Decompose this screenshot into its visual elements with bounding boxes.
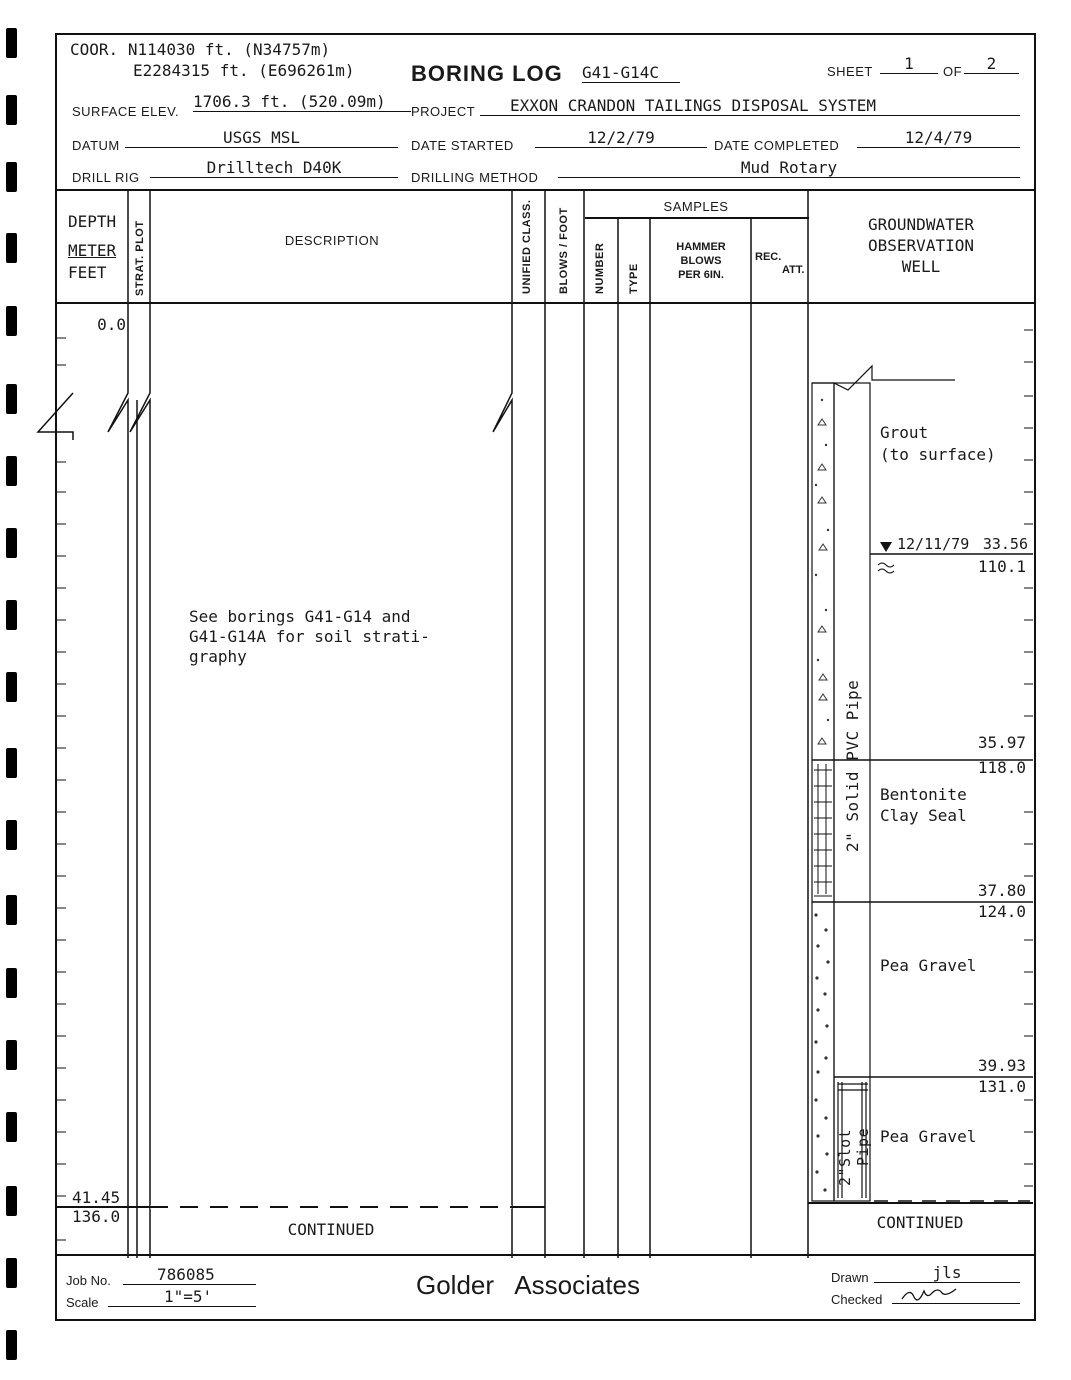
hammer-blows-header: HAMMER BLOWS PER 6IN. xyxy=(676,241,726,281)
solid-pvc-pipe-label: 2" Solid PVC Pipe xyxy=(843,679,862,852)
water-meter: 33.56 xyxy=(982,535,1028,553)
water-level-icon xyxy=(880,542,892,552)
rec-header: REC. xyxy=(755,251,782,263)
project-name: EXXON CRANDON TAILINGS DISPOSAL SYSTEM xyxy=(480,96,1020,116)
top-depth: 0.0 xyxy=(97,315,126,334)
drilling-method: Mud Rotary xyxy=(558,158,1020,178)
signature-icon xyxy=(900,1287,960,1303)
description-header: DESCRIPTION xyxy=(284,233,380,248)
checked-signature xyxy=(892,1287,1020,1304)
form-title: BORING LOG xyxy=(411,61,563,86)
drawn-label: Drawn xyxy=(831,1270,869,1285)
type-header: TYPE xyxy=(628,263,640,294)
bottom-feet: 136.0 xyxy=(72,1207,121,1226)
bentonite-label: Bentonite Clay Seal xyxy=(880,785,967,825)
att-header: ATT. xyxy=(782,264,805,276)
meter-header: METER xyxy=(68,241,117,260)
gravel1-top-feet: 124.0 xyxy=(977,902,1026,921)
datum: USGS MSL xyxy=(125,128,398,148)
boring-id: G41-G14C xyxy=(582,63,680,83)
drawn-by: jls xyxy=(874,1263,1020,1283)
sheet-label: SHEET xyxy=(827,64,873,79)
bottom-meter: 41.45 xyxy=(72,1188,121,1207)
gravel2-top-feet: 131.0 xyxy=(977,1077,1026,1096)
samples-header: SAMPLES xyxy=(663,199,729,214)
date-completed: 12/4/79 xyxy=(857,128,1020,148)
coor-line-1: COOR. N114030 ft. (N34757m) xyxy=(70,40,331,59)
bentonite-top-feet: 118.0 xyxy=(977,758,1026,777)
coor-east: E2284315 ft. (E696261m) xyxy=(133,61,355,80)
date-started: 12/2/79 xyxy=(535,128,707,148)
gravel1-top-meter: 37.80 xyxy=(977,881,1026,900)
grout-pattern xyxy=(818,419,827,744)
continued-right: CONTINUED xyxy=(876,1213,964,1232)
drilling-method-label: DRILLING METHOD xyxy=(411,170,539,185)
gravel-pattern xyxy=(814,399,829,1192)
scale-label: Scale xyxy=(66,1295,99,1310)
grout-label: Grout (to surface) xyxy=(880,423,996,464)
pea-gravel-label-1: Pea Gravel xyxy=(880,956,977,975)
feet-header: FEET xyxy=(68,263,107,282)
date-started-label: DATE STARTED xyxy=(411,138,514,153)
well-header: GROUNDWATER OBSERVATION WELL xyxy=(868,215,974,276)
bentonite-top-meter: 35.97 xyxy=(977,733,1026,752)
water-date: 12/11/79 xyxy=(897,535,970,553)
drill-rig: Drilltech D40K xyxy=(150,158,398,178)
date-completed-label: DATE COMPLETED xyxy=(714,138,840,153)
company-name: Golder Associates xyxy=(416,1270,640,1300)
job-number: 786085 xyxy=(123,1265,256,1285)
job-label: Job No. xyxy=(66,1273,111,1288)
water-feet: 110.1 xyxy=(977,557,1026,576)
sheet-total: 2 xyxy=(964,54,1019,74)
project-label: PROJECT xyxy=(411,104,476,119)
pea-gravel-label-2: Pea Gravel xyxy=(880,1127,977,1146)
of-label: OF xyxy=(943,64,963,79)
drill-rig-label: DRILL RIG xyxy=(72,170,140,185)
unified-class-header: UNIFIED CLASS. xyxy=(521,199,533,294)
depth-header: DEPTH xyxy=(68,212,117,231)
surface-elev-label: SURFACE ELEV. xyxy=(72,104,180,119)
gravel2-top-meter: 39.93 xyxy=(977,1056,1026,1075)
surface-elev: 1706.3 ft. (520.09m) xyxy=(193,92,411,112)
sheet-number: 1 xyxy=(880,54,938,74)
coor-north: N114030 ft. (N34757m) xyxy=(127,40,331,59)
number-header: NUMBER xyxy=(594,242,606,294)
slot-pipe-label-1: 2"Slot xyxy=(836,1128,854,1186)
slot-pipe-label-2: Pipe xyxy=(854,1127,872,1166)
checked-label: Checked xyxy=(831,1292,883,1307)
soil-description: See borings G41-G14 and G41-G14A for soil strati- graphy xyxy=(189,607,430,666)
scale: 1"=5' xyxy=(108,1287,256,1307)
strat-plot-header: STRAT. PLOT xyxy=(134,220,146,296)
continued-left: CONTINUED xyxy=(287,1220,375,1239)
blows-foot-header: BLOWS / FOOT xyxy=(558,207,570,294)
datum-label: DATUM xyxy=(72,138,120,153)
